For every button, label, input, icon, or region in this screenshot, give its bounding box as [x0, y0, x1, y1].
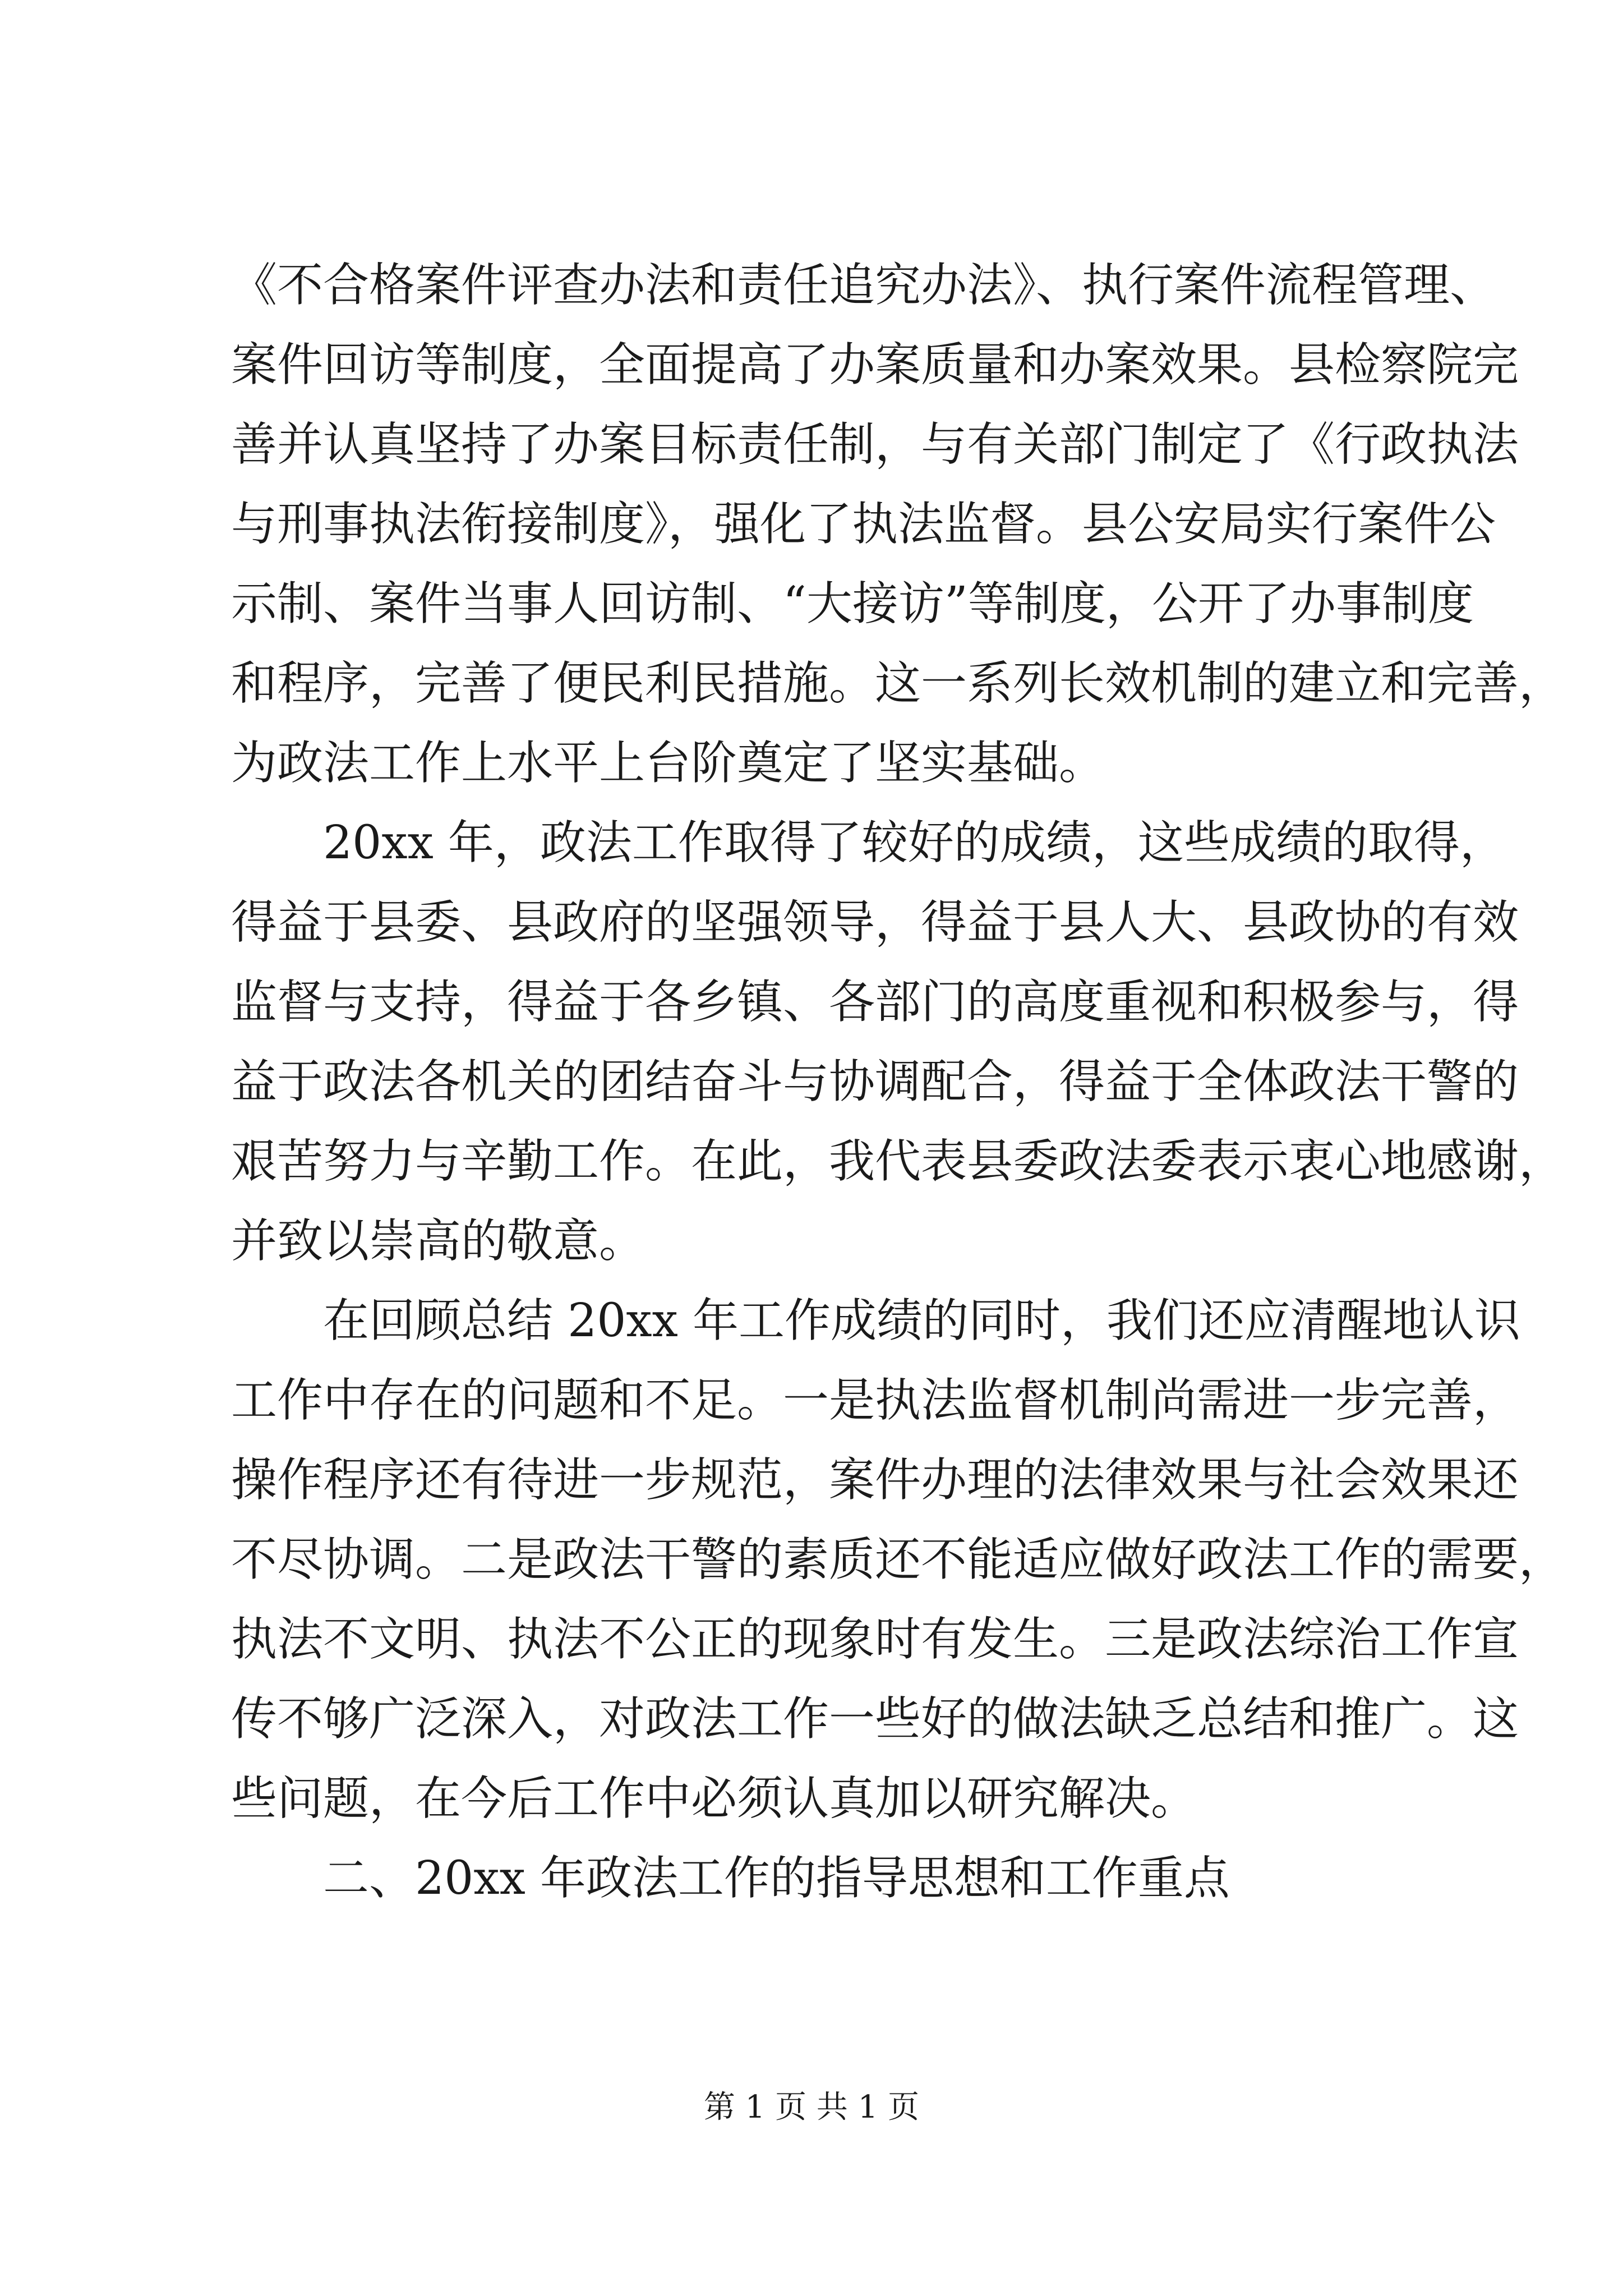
text-line: 示制、案件当事人回访制、“大接访”等制度，公开了办事制度 [231, 577, 1474, 631]
text-line: 与刑事执法衔接制度》，强化了执法监督。县公安局实行案件公 [231, 498, 1496, 551]
text-line: 传不够广泛深入，对政法工作一些好的做法缺乏总结和推广。这 [231, 1692, 1519, 1746]
text-line: 为政法工作上水平上台阶奠定了坚实基础。 [231, 737, 1105, 790]
paragraph-first-line: 20xx 年，政法工作取得了较好的成绩，这些成绩的取得， [323, 816, 1506, 869]
text-line: 并致以崇高的敬意。 [231, 1214, 645, 1268]
text-line: 执法不文明、执法不公正的现象时有发生。三是政法综治工作宣 [231, 1613, 1519, 1666]
text-line: 案件回访等制度，全面提高了办案质量和办案效果。县检察院完 [231, 338, 1519, 392]
page-footer: 第 1 页 共 1 页 [703, 2089, 920, 2125]
text-line: 善并认真坚持了办案目标责任制，与有关部门制定了《行政执法 [231, 418, 1519, 471]
paragraph-first-line: 在回顾总结 20xx 年工作成绩的同时，我们还应清醒地认识 [323, 1294, 1520, 1347]
text-line: 不尽协调。二是政法干警的素质还不能适应做好政法工作的需要， [231, 1533, 1565, 1586]
text-line: 些问题，在今后工作中必须认真加以研究解决。 [231, 1772, 1197, 1825]
text-line: 操作程序还有待进一步规范，案件办理的法律效果与社会效果还 [231, 1453, 1519, 1507]
text-line: 监督与支持，得益于各乡镇、各部门的高度重视和积极参与，得 [231, 976, 1519, 1029]
section-heading: 二、20xx 年政法工作的指导思想和工作重点 [323, 1852, 1230, 1905]
text-line: 益于政法各机关的团结奋斗与协调配合，得益于全体政法干警的 [231, 1055, 1519, 1108]
text-line: 工作中存在的问题和不足。一是执法监督机制尚需进一步完善， [231, 1374, 1519, 1427]
text-line: 得益于县委、县政府的坚强领导，得益于县人大、县政协的有效 [231, 896, 1519, 949]
text-line: 艰苦努力与辛勤工作。在此，我代表县委政法委表示衷心地感谢， [231, 1135, 1565, 1188]
text-line: 和程序，完善了便民利民措施。这一系列长效机制的建立和完善， [231, 657, 1565, 710]
document-body [231, 246, 1565, 1918]
text-line: 《不合格案件评查办法和责任追究办法》、执行案件流程管理、 [231, 259, 1496, 312]
